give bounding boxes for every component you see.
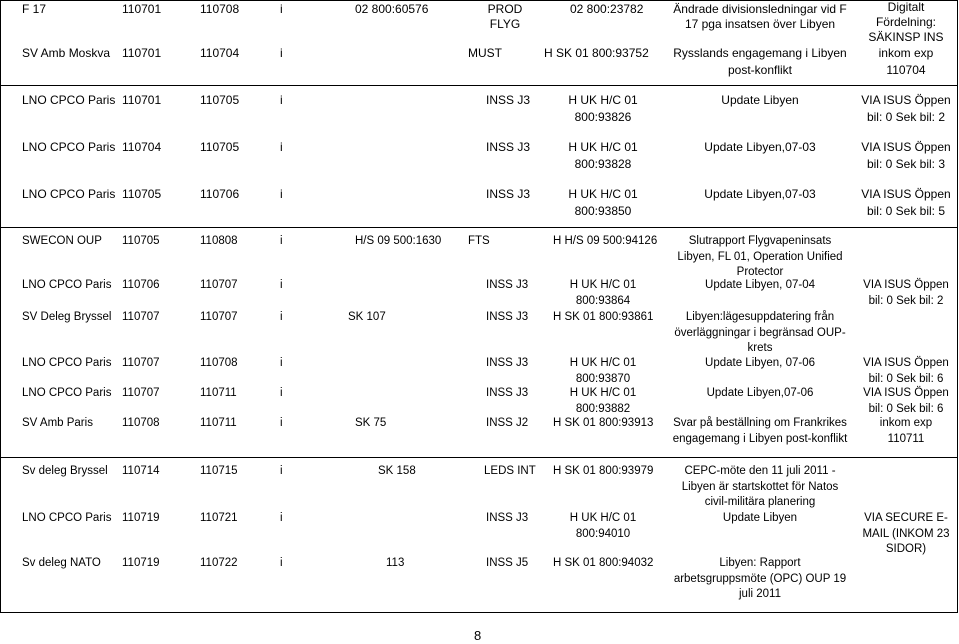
grade-cell: i (280, 417, 283, 429)
reg-no-cell: H UK H/C 01 800:93828 (568, 140, 638, 171)
reg-no-cell: H UK H/C 01 800:93870 (569, 357, 637, 385)
table-row (0, 356, 959, 385)
sender-cell: SV Amb Paris (22, 417, 93, 429)
table-row (0, 511, 959, 555)
sender-cell: F 17 (22, 2, 47, 16)
recipient-cell: PROD FLYG (487, 2, 523, 31)
recipient-cell: INSS J3 (486, 93, 531, 107)
note-cell: VIA SECURE E- MAIL (INKOM 23 SIDOR) (862, 512, 950, 555)
recipient-cell: LEDS INT (484, 465, 536, 477)
recipient-cell: INSS J3 (486, 279, 529, 291)
grade-cell: i (280, 46, 283, 60)
date-in-cell: 110701 (122, 93, 162, 107)
recipient-cell: INSS J3 (486, 187, 531, 201)
sender-ref-cell: H/S 09 500:1630 (355, 235, 442, 247)
sender-cell: SV Deleg Bryssel (22, 311, 112, 323)
note-cell: VIA ISUS Öppen bil: 0 Sek bil: 3 (861, 140, 951, 171)
grade-cell: i (280, 279, 283, 291)
sender-ref-cell: SK 158 (378, 465, 416, 477)
date-in-cell: 110719 (122, 512, 160, 524)
date-out-cell: 110708 (200, 2, 240, 16)
subject-cell: Svar på beställning om Frankrikes engagemang i Libyen post-konflikt (672, 417, 848, 445)
recipient-cell: INSS J2 (486, 417, 529, 429)
date-in-cell: 110707 (122, 387, 160, 399)
table-row (0, 310, 959, 354)
sender-cell: SV Amb Moskva (22, 46, 111, 60)
recipient-cell: INSS J5 (486, 557, 529, 569)
sender-cell: SWECON OUP (22, 235, 102, 247)
reg-no-cell: H SK 01 800:93752 (544, 46, 649, 60)
date-out-cell: 110705 (200, 93, 240, 107)
table-row (0, 278, 959, 307)
reg-no-cell: H UK H/C 01 800:93826 (568, 93, 638, 124)
note-cell: VIA ISUS Öppen bil: 0 Sek bil: 6 (863, 357, 949, 385)
subject-cell: Slutrapport Flygvapeninsats Libyen, FL 01, Operation Unified Protector (677, 235, 843, 278)
recipient-cell: INSS J3 (486, 512, 529, 524)
table-row (0, 464, 959, 508)
date-in-cell: 110704 (122, 140, 162, 154)
reg-no-cell: H SK 01 800:93979 (553, 465, 654, 477)
table-bottom-border (0, 612, 958, 613)
reg-no-cell: 02 800:23782 (570, 2, 644, 16)
sender-cell: LNO CPCO Paris (22, 279, 112, 291)
page-number: 8 (474, 628, 482, 643)
date-out-cell: 110711 (200, 417, 237, 429)
reg-no-cell: H UK H/C 01 800:93882 (569, 387, 637, 415)
grade-cell: i (280, 557, 283, 569)
reg-no-cell: H UK H/C 01 800:93864 (569, 279, 637, 307)
subject-cell: Update Libyen,07-06 (706, 387, 814, 399)
note-cell: inkom exp 110704 (878, 46, 934, 77)
subject-cell: Update Libyen,07-03 (704, 187, 816, 201)
note-cell: VIA ISUS Öppen bil: 0 Sek bil: 2 (861, 93, 951, 124)
recipient-cell: INSS J3 (486, 140, 531, 154)
date-out-cell: 110705 (200, 140, 240, 154)
date-in-cell: 110714 (122, 465, 160, 477)
table-row (0, 556, 959, 600)
date-in-cell: 110707 (122, 311, 160, 323)
date-out-cell: 110704 (200, 46, 240, 60)
sender-cell: Sv deleg NATO (22, 557, 101, 569)
reg-no-cell: H SK 01 800:93861 (553, 311, 654, 323)
table-row (0, 386, 959, 415)
date-in-cell: 110719 (122, 557, 160, 569)
grade-cell: i (280, 187, 283, 201)
date-in-cell: 110701 (122, 2, 162, 16)
grade-cell: i (280, 140, 283, 154)
recipient-cell: INSS J3 (486, 311, 529, 323)
table-divider (0, 85, 958, 86)
date-out-cell: 110711 (200, 387, 237, 399)
reg-no-cell: H UK H/C 01 800:94010 (569, 512, 637, 540)
grade-cell: i (280, 357, 283, 369)
date-out-cell: 110708 (200, 357, 238, 369)
subject-cell: Update Libyen (722, 512, 798, 524)
sender-cell: LNO CPCO Paris (22, 187, 116, 201)
subject-cell: Update Libyen (721, 93, 799, 107)
sender-cell: LNO CPCO Paris (22, 387, 112, 399)
subject-cell: Ändrade divisionsledningar vid F 17 pga insatsen över Libyen (673, 2, 847, 31)
grade-cell: i (280, 465, 283, 477)
grade-cell: i (280, 93, 283, 107)
grade-cell: i (280, 311, 283, 323)
grade-cell: i (280, 387, 283, 399)
date-out-cell: 110706 (200, 187, 240, 201)
date-in-cell: 110701 (122, 46, 162, 60)
date-out-cell: 110721 (200, 512, 238, 524)
date-in-cell: 110708 (122, 417, 160, 429)
date-out-cell: 110808 (200, 235, 238, 247)
sender-cell: LNO CPCO Paris (22, 512, 112, 524)
reg-no-cell: H H/S 09 500:94126 (553, 235, 658, 247)
note-cell: Digitalt Fördelning: SÄKINSP INS (868, 0, 944, 44)
sender-cell: Sv deleg Bryssel (22, 465, 108, 477)
note-cell: VIA ISUS Öppen bil: 0 Sek bil: 5 (861, 187, 951, 218)
subject-cell: Update Libyen,07-03 (704, 140, 816, 154)
sender-cell: LNO CPCO Paris (22, 140, 116, 154)
subject-cell: Libyen: Rapport arbetsgruppsmöte (OPC) OUP 19 juli 2011 (673, 557, 847, 600)
table-divider (0, 457, 958, 458)
date-in-cell: 110707 (122, 357, 160, 369)
date-in-cell: 110706 (122, 279, 160, 291)
subject-cell: Update Libyen, 07-06 (705, 357, 815, 369)
date-out-cell: 110715 (200, 465, 238, 477)
sender-ref-cell: SK 107 (348, 311, 386, 323)
note-cell: VIA ISUS Öppen bil: 0 Sek bil: 6 (863, 387, 949, 415)
subject-cell: Update Libyen, 07-04 (705, 279, 815, 291)
recipient-cell: INSS J3 (486, 387, 529, 399)
reg-no-cell: H SK 01 800:93913 (553, 417, 654, 429)
table-divider (0, 227, 958, 228)
sender-cell: LNO CPCO Paris (22, 357, 112, 369)
recipient-cell: INSS J3 (486, 357, 529, 369)
date-in-cell: 110705 (122, 187, 162, 201)
grade-cell: i (280, 512, 283, 524)
sender-ref-cell: 02 800:60576 (355, 2, 429, 16)
sender-ref-cell: 113 (386, 557, 405, 569)
subject-cell: Rysslands engagemang i Libyen post-konflikt (673, 46, 847, 77)
recipient-cell: FTS (468, 235, 490, 247)
reg-no-cell: H UK H/C 01 800:93850 (568, 187, 638, 218)
grade-cell: i (280, 2, 283, 16)
table-row (0, 45, 959, 77)
table-row (0, 416, 959, 445)
table-row (0, 234, 959, 278)
subject-cell: Libyen:lägesuppdatering från överläggningar i begränsad OUP- krets (674, 311, 846, 354)
date-out-cell: 110707 (200, 311, 238, 323)
sender-ref-cell: SK 75 (355, 417, 387, 429)
grade-cell: i (280, 235, 283, 247)
table-top-border (0, 0, 958, 1)
subject-cell: CEPC-möte den 11 juli 2011 - Libyen är startskottet för Natos civil-militära planering (681, 465, 839, 508)
table-row (0, 92, 959, 124)
date-in-cell: 110705 (122, 235, 160, 247)
note-cell: inkom exp 110711 (879, 417, 933, 445)
recipient-cell: MUST (468, 46, 502, 60)
date-out-cell: 110722 (200, 557, 238, 569)
reg-no-cell: H SK 01 800:94032 (553, 557, 654, 569)
sender-cell: LNO CPCO Paris (22, 93, 116, 107)
table-row (0, 186, 959, 218)
date-out-cell: 110707 (200, 279, 238, 291)
note-cell: VIA ISUS Öppen bil: 0 Sek bil: 2 (863, 279, 949, 307)
table-row (0, 0, 959, 44)
table-row (0, 139, 959, 171)
